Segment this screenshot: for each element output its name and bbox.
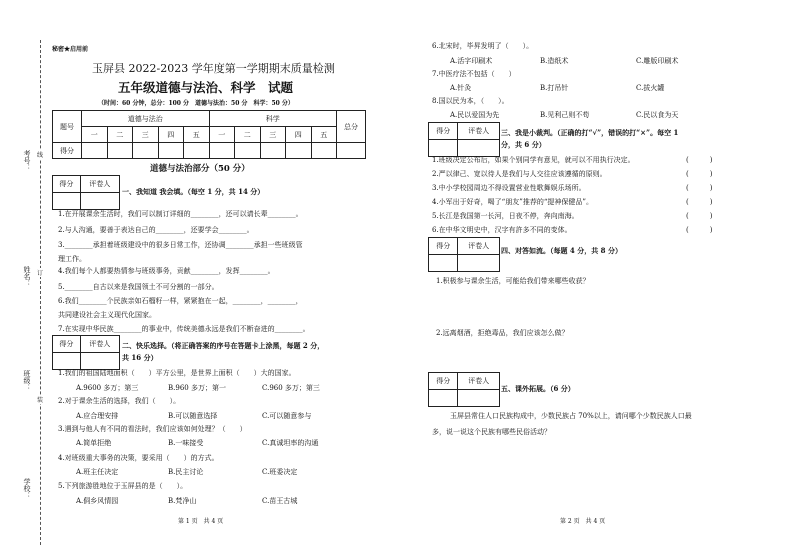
exam-title: 玉屏县 2022-2023 学年度第一学期期末质量检测 [92,62,335,75]
grader-cell[interactable] [80,353,119,370]
score-cell[interactable] [429,140,458,157]
score-table-label-title: 题号 [53,111,82,143]
s2-q3-a[interactable]: A.简单拒绝 [76,439,112,447]
s3-answer-1[interactable]: ( ) [686,156,713,164]
score-table [52,110,366,159]
score-table-science: 科学 [209,111,337,127]
s5-text-2: 多，说一说这个民族有哪些民俗活动？ [432,428,551,436]
s1-q5: 5.________自古以来是我国领土不可分割的一部分。 [58,283,219,291]
s2-q8-b[interactable]: B.见利己则不苟 [540,111,590,119]
section4-title: 四、对答如流。（每题 4 分，共 8 分） [501,246,622,255]
seal-char-ding: 订 [37,270,44,277]
grader-cell[interactable] [458,140,500,157]
score-cell[interactable] [429,390,458,407]
s1-q3: 3.________承担着班级建设中的很多日常工作，还协调________承担一些班级管 [58,241,303,249]
score-col: 五 [184,127,210,143]
class-label: 班级： [23,370,31,391]
defen-label: 得分 [429,373,458,390]
pingjuanren-label: 评卷人 [458,123,500,140]
score-cell[interactable] [82,143,108,159]
s1-q6: 6.我们________个民族亲如石榴籽一样，紧紧抱在一起，________，________， [58,297,303,305]
score-cell[interactable] [209,143,235,159]
page-number-right: 第 2 页 共 4 页 [560,518,606,525]
defen-label: 得分 [429,238,458,255]
s3-q6: 6.在中华文明史中，汉字有許多不同的变体。 [432,226,572,234]
s2-q3-c[interactable]: C.真诚坦率的沟通 [262,439,319,447]
score-col: 四 [158,127,184,143]
s1-q4: 4.我们每个人都要热情参与班级事务，贡献________，发挥________。 [58,267,275,275]
score-col: 三 [133,127,159,143]
s2-q4: 4.对班级重大事务的决策，要采用（ ）的方式。 [58,454,219,462]
score-cell[interactable] [184,143,210,159]
s1-q3-cont: 理工作。 [58,255,86,263]
s2-q3: 3.遇到与他人有不同的看法时，我们应该如何处理？（ ） [58,425,247,433]
s2-q5-b[interactable]: B.梵净山 [168,497,197,505]
score-cell[interactable] [53,193,81,210]
score-col: 四 [286,127,312,143]
s5-text-1: 玉屏县常住人口民族构成中，少数民族占 70%以上，请问哪个少数民族人口最 [450,412,692,420]
s2-q1-c[interactable]: C.960 多万；第三 [262,384,320,392]
score-cell[interactable] [260,143,286,159]
s2-q1-b[interactable]: B.960 多万；第一 [168,384,226,392]
s3-answer-3[interactable]: ( ) [686,184,713,192]
grader-box-2 [52,335,120,370]
s1-q6-cont: 共同建设社会主义现代化国家。 [58,311,156,319]
s2-q5-c[interactable]: C.苗王古城 [262,497,298,505]
score-col: 一 [82,127,108,143]
s2-q2-b[interactable]: B.可以随意选择 [168,412,218,420]
grader-box-5 [428,372,500,407]
s2-q4-c[interactable]: C.班委决定 [262,468,298,476]
exam-info: （时间：60 分钟，总分：100 分 道德与法治：50 分 科学：50 分） [98,100,294,107]
s4-q1: 1.积极参与课余生活，可能给我们带来哪些收获？ [436,277,590,285]
exam-number-label: 考号： [23,150,31,171]
seal-char-line: 线 [37,152,44,159]
score-cell[interactable] [107,143,133,159]
s2-q2-c[interactable]: C.可以随意参与 [262,412,312,420]
page-number-left: 第 1 页 共 4 页 [178,518,224,525]
s3-q4: 4.小军出于好奇，喝了“朋友”推荐的“提神保健品”。 [432,198,593,206]
s2-q8-a[interactable]: A.民以爱国为先 [450,111,500,119]
seal-char-zhuang: 装 [37,397,44,404]
s2-q6-c[interactable]: C.雕版印刷术 [636,57,679,65]
s2-q7: 7.中医疗法不包括（ ） [432,70,516,78]
s1-q2: 2.与人沟通，要善于表达自己的________，还要学会________。 [58,226,254,234]
grader-cell[interactable] [458,390,500,407]
grader-box-3 [428,122,500,157]
s3-answer-4[interactable]: ( ) [686,198,713,206]
section3-title: 三、我是小裁判。（正确的打“√”，错误的打“×”。每空 1 [501,128,679,137]
s2-q5: 5.下列旅游胜地位于玉屏县的是（ ）。 [58,482,188,490]
score-col: 二 [107,127,133,143]
score-col: 三 [260,127,286,143]
name-label: 姓名： [23,266,31,287]
section2-title: 二、快乐选择。（将正确答案的序号在答题卡上涂黑，每题 2 分， [122,341,325,350]
s3-answer-5[interactable]: ( ) [686,212,713,220]
s3-q5: 5.长江是我国第一长河，日夜不停，奔向南海。 [432,212,579,220]
s3-q2: 2.严以律己、宽以待人是我们与人交往应该遵循的原则。 [432,170,607,178]
s2-q5-a[interactable]: A.侗乡风情园 [76,497,119,505]
s2-q2: 2.对于课余生活的选择，我们（ ）。 [58,397,181,405]
s2-q3-b[interactable]: B.一味接受 [168,439,204,447]
pingjuanren-label: 评卷人 [458,373,500,390]
score-cell[interactable] [286,143,312,159]
s2-q6: 6.北宋时，毕昇发明了（ ）。 [432,42,534,50]
pingjuanren-label: 评卷人 [80,336,119,353]
s3-answer-6[interactable]: ( ) [686,226,713,234]
section5-title: 五、课外拓展。（6 分） [501,384,575,393]
score-col: 二 [235,127,261,143]
s2-q4-b[interactable]: B.民主讨论 [168,468,204,476]
section2-title-cont: 共 16 分） [122,353,158,362]
score-cell[interactable] [311,143,337,159]
score-cell[interactable] [158,143,184,159]
score-cell[interactable] [53,353,81,370]
s2-q4-a[interactable]: A.班主任决定 [76,468,119,476]
subject-title: 五年级道德与法治、科学 试题 [118,80,294,95]
s2-q7-b[interactable]: B.打吊针 [540,84,569,92]
s2-q7-c[interactable]: C.拔火罐 [636,84,665,92]
defen-label: 得分 [53,336,81,353]
grader-cell[interactable] [458,255,500,272]
score-table-label-score: 得分 [53,143,82,159]
score-col: 五 [311,127,337,143]
grader-cell[interactable] [80,193,119,210]
defen-label: 得分 [53,176,81,193]
s3-q3: 3.中小学校园周边不得设置营业性歌舞娱乐场所。 [432,184,586,192]
s2-q7-a[interactable]: A.针灸 [450,84,472,92]
s1-q1: 1.在开展课余生活时，我们可以制订详细的________，还可以请长辈________。 [58,210,303,218]
pingjuanren-label: 评卷人 [80,176,119,193]
grader-box-4 [428,237,500,272]
s3-answer-2[interactable]: ( ) [686,170,713,178]
score-cell[interactable] [337,143,366,159]
part-title: 道德与法治部分（50 分） [150,164,250,174]
defen-label: 得分 [429,123,458,140]
binding-line [40,40,41,545]
pingjuanren-label: 评卷人 [458,238,500,255]
s2-q1: 1.我们的祖国陆地面积（ ）平方公里，是世界上面积（ ）大的国家。 [58,369,296,377]
section1-title: 一、我知道 我会填。（每空 1 分，共 14 分） [122,187,265,196]
s2-q8-c[interactable]: C.民以食为天 [636,111,679,119]
secret-mark: 秘密★启用前 [52,46,89,53]
s4-q2: 2.远离烟酒，拒绝毒品，我们应该怎么做？ [436,329,569,337]
s2-q2-a[interactable]: A.应合理安排 [76,412,119,420]
score-cell[interactable] [133,143,159,159]
s2-q1-a[interactable]: A.9600 多万；第三 [76,384,139,392]
score-cell[interactable] [235,143,261,159]
grader-box-1 [52,175,120,210]
score-col: 一 [209,127,235,143]
school-label: 学校： [23,478,31,499]
s2-q6-b[interactable]: B.造纸术 [540,57,569,65]
s2-q6-a[interactable]: A.活字印刷术 [450,57,493,65]
score-table-moral: 道德与法治 [82,111,210,127]
section3-title-cont: 分，共 6 分） [501,140,546,149]
score-table-total: 总分 [337,111,366,143]
s2-q8: 8.国以民为本，（ ）。 [432,97,509,105]
score-cell[interactable] [429,255,458,272]
s1-q7: 7.在实现中华民族________的事业中，传统美德永远是我们不断奋进的________。 [58,325,310,333]
s3-q1: 1.班级决定公布后，如果个别同学有意见，就可以不用执行决定。 [432,156,635,164]
